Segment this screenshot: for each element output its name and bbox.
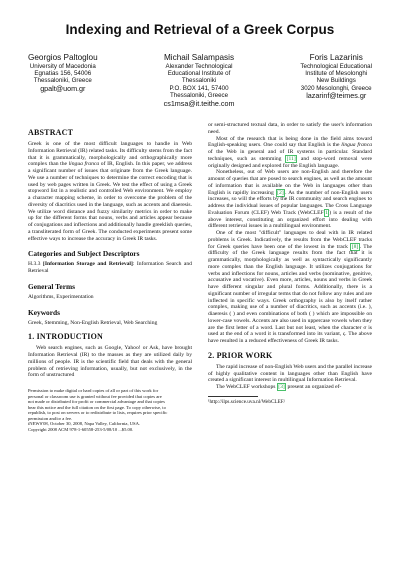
author-block [28,53,372,108]
author-2 [164,53,235,108]
author-affiliation-line: Thessaloniki, Greece [169,92,229,100]
citation-link[interactable]: [3] [278,384,285,391]
left-column [28,122,192,432]
paragraph: or semi-structured textual data, in order to satisfy the user's information need. [208,122,372,135]
paragraph: The WebCLEF workshops [3] present an organized ef- [216,384,342,391]
author-affiliation-line: University of Macedonia [29,62,96,70]
footnote[interactable]: ¹http://ilps.science.uva.nl/WebCLEF/ [208,398,286,405]
prior-work-heading: 2. PRIOR WORK [208,350,273,360]
author-email: gpalt@uom.gr [40,83,86,93]
citation-link[interactable]: [2] [277,189,284,196]
citation-link[interactable]: [11] [286,155,296,162]
footnote-link[interactable]: 1 [325,209,328,216]
author-3 [300,53,372,108]
author-affiliation-line: P.O. BOX 141, 57400 [169,84,229,92]
author-affiliation-line: Egnatias 156, 54006 [34,70,92,77]
author-affiliation-line: Thessaloniki [181,77,217,85]
permission-line: permission and/or a fee. [28,415,73,421]
permission-line: not made or distributed for profit or commercial advantage and that copies [28,399,165,405]
paragraph: The rapid increase of non-English Web users and the parallel increase of highly qualitative content in languages other than English have created a significant interest in multilingual Information Retrieval. [208,363,373,384]
permission-line: bear this notice and the full citation on the first page. To copy otherwise, to [28,404,166,410]
author-affiliation-line: Alexander Technological [165,62,233,70]
permission-line: personal or classroom use is granted without fee provided that copies are [28,393,162,399]
author-affiliation-line: Technological Educational [300,62,372,70]
author-affiliation-line: 3020 Mesolonghi, Greece [300,84,372,92]
author-affiliation-line: New Buildings [316,77,356,85]
citation-link[interactable]: [8] [351,243,359,250]
paragraph: Nonetheless, out of Web users are non-English and therefore the amount of queries that are posed to search engines, as well as the amount of information that is available on the Web in languages other than English is rapidly increasing [2]. As the number of non-English users increases, so will the efforts by the IR community and search engines to address the individual issues of popular languages. The Cross Language Evaluation Forum (CLEF) Web Track (WebCLEF1) is a result of the above interest, constituting an organized effort into dealing with different retrieval issues in a multilingual environment. [208,169,373,230]
permission-line: Permission to make digital or hard copies of all or part of this work for [28,388,159,394]
author-email: lazarinf@teimes.gr [306,91,367,101]
author-name: Michail Salampasis [163,53,235,62]
right-column [208,122,372,432]
introduction-heading: 1. INTRODUCTION [28,332,104,342]
permission-line: iNEWS'08, October 30, 2008, Napa Valley, California, USA. [28,421,141,427]
keywords-text: Greek, Stemming, Non-English Retrieval, Web Searching [28,319,158,326]
paragraph: One of the most "difficult" languages to deal with in IR related problems is Greek. Indicatively, the results from the WebCLEF tracks for Greek queries have been one of the lowest in the track [8]. The difficulty of the Greek language results from the fact that it is grammatically, morphologically as well as syntactically significantly more complex than the English language. It utilizes conjugations for verbs and inflections for nouns, articles and verbs (nominative, genitive, accusative and vocative). Even more, articles, nouns and verbs in Greek have different singular and plural forms. Additionally, there is a significant number of irregular terms that do not follow any rules and are inflected in specific ways. Greek orthography is also by itself rather complex, making use of a number of diacritics, such as accents (i.e. ), diaeresis ( ) and even combinations of both ( ) which are impossible on lower-case vowels. Accents are also used in uppercase vowels when they are the first letter of a word. Last but not least, when the character σ is used at the end of a word it is transformed into its variant, ς. The above have resulted in a reduced effectiveness of Greek IR tasks. [208,230,372,345]
author-name: Foris Lazarinis [309,53,363,62]
abstract-heading: ABSTRACT [28,128,74,138]
footnote-divider [208,396,258,397]
permission-line: Copyright 2008 ACM 978-1-60558-253-5/08/10 ...$5.00. [28,426,134,432]
general-terms-text: Algorithms, Experimentation [28,293,94,300]
keywords-heading: Keywords [28,307,61,317]
two-column-body [28,122,372,432]
author-affiliation-line: Educational Institute of [167,70,231,77]
introduction-text: Web search engines, such as Google, Yahoo! or Ask, have brought Information Retrieval (IR) to the masses as they are utilized daily by millions of people. IR is the scientific field that deals with the general problem of retrieving information, usually, but not exclusively, in the form of unstructured [28,345,192,379]
categories-heading: Categories and Subject Descriptors [28,249,140,259]
general-terms-heading: General Terms [28,281,76,291]
author-affiliation-line: Institute of Mesolonghi [305,70,368,77]
permission-line: republish, to post on servers or to redistribute to lists, requires prior specific [28,410,168,416]
paper-title: Indexing and Retrieval of a Greek Corpus [65,22,335,37]
paragraph: Most of the research that is being done in the field aims toward English-speaking users. One could say that English is the lingua franca of the Web in general and of IR systems in particular. Standard techniques, such as stemming [11] and stop-word removal were originally designed and explored for the English language. [208,135,372,169]
author-email: cs1msa@it.teithe.com [163,98,235,108]
author-name: Georgios Paltoglou [28,53,98,62]
abstract-text: Greek is one of the most difficult languages to handle in Web Information Retrieval (IR) related tasks. Its difficulty stems from the fact that it is grammatically, morphologically and orthographically more complex than the lingua franca of IR, English. In this paper, we address a significant number of issues that originate from the Greek language. We use a number of techniques to determine the correct encoding that is used by web pages written in Greek. We test the effect of using a Greek stopword list in a realistic and controlled Web environment. We employ a character mapping scheme, in order to overcome the problem of the diversity of diacritics used in the language, such as accents and diaeresis. We utilize word distance and fuzzy similarity metrics in order to make up for the different forms that nouns, verbs and articles appear because of conjugations and inflections and additionally handle greeklish queries, a transliterated form of Greek. The conducted experiments present some effective ways to increase the accuracy in Greek IR tasks. [28,141,193,242]
author-1 [28,53,98,108]
author-affiliation-line: Thessaloniki, Greece [33,77,92,85]
permission-notice [28,388,192,432]
categories-text: H.3.3 [Information Storage and Retrieval]: Information Search and Retrieval [28,261,192,275]
